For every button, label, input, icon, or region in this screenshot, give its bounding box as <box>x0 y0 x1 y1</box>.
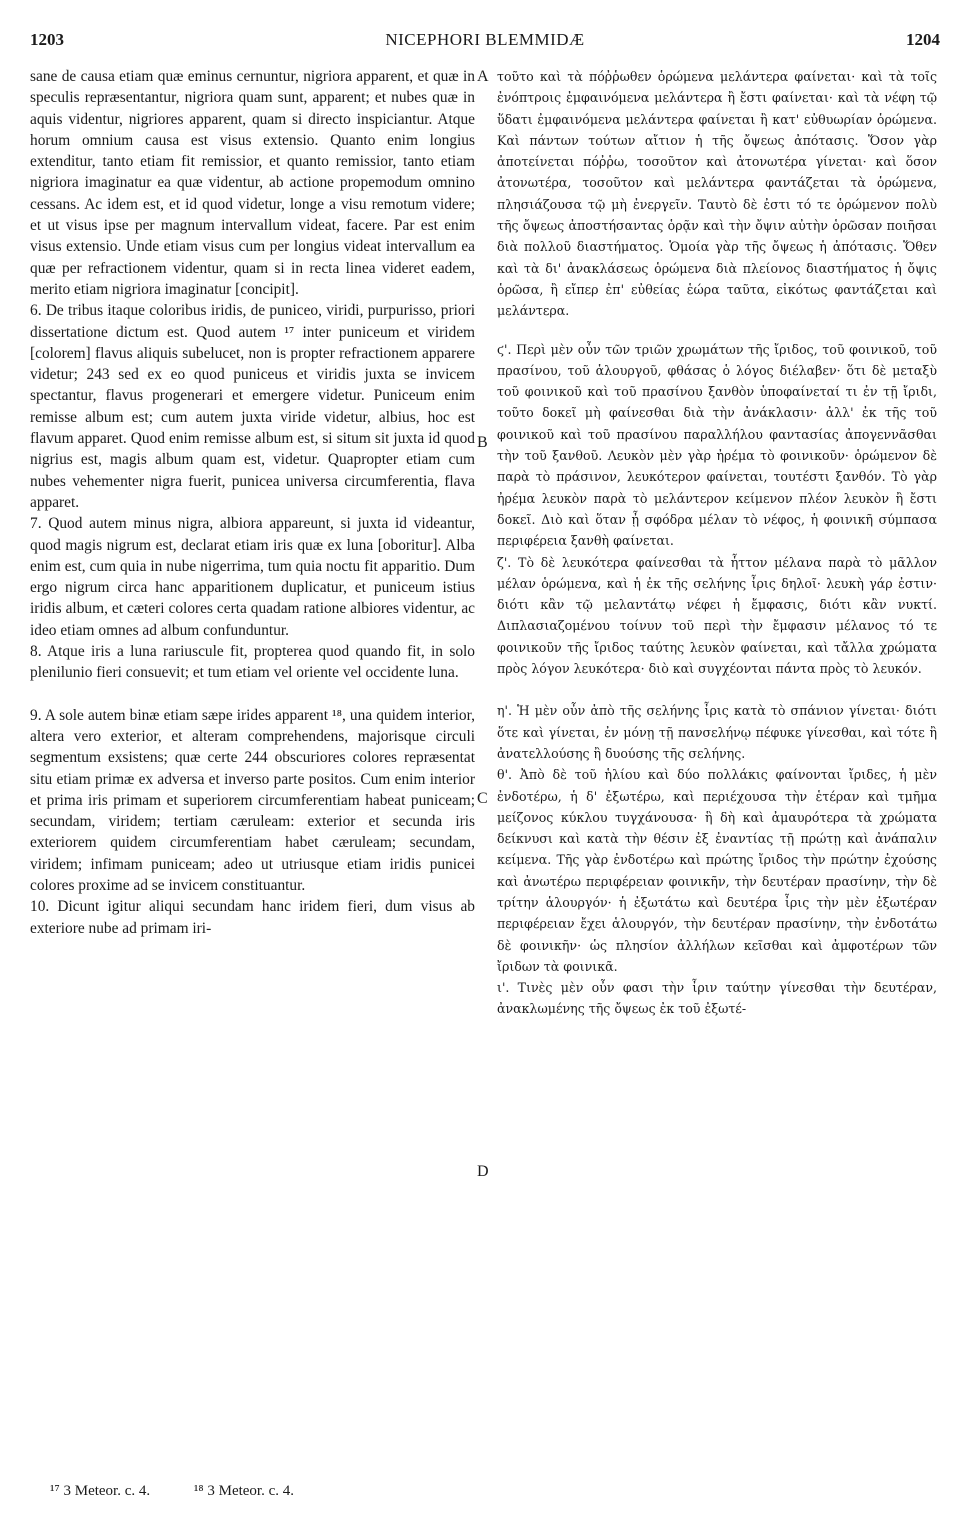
footnotes <box>50 1483 334 1500</box>
latin-paragraph: 9. A sole autem binæ etiam sæpe irides apparent ¹⁸, una quidem interior, altera vero exterior, et alteram comprehendens, majorisque circuli segmentum exsistens; quæ certe 244 obscuriores colores repræsentat situ etiam primæ ex adversa et inverso parte positos. Cum enim interior et prima iris primam et superiorem circumferentiam habeat puniceam; secundam, viridem; tertiam cæruleam: exterior et secunda iris exteriorem quidem circumferentiam habet cæruleam; secundam, viridem; infimam puniceam; adeo ut utriusque etiam iridis punicei colores proxime ad se invicem constituantur. <box>30 706 475 894</box>
latin-paragraph: 7. Quod autem minus nigra, albiora appareunt, si juxta id videantur, quod magis nigrum est, declarat etiam iris quæ ex luna [oboritur]. Alba enim est, cum quia in nube nigerrima, tum quia noctu fit apparitio. Dum ergo nigrum circa hanc apparitionem duplicatur, et puniceum istius iridis album, et cæteri colores certa quadam ratione albiores videntur, ac ideo etiam omnes ad album confunduntur. <box>30 515 475 639</box>
margin-marker-d: D <box>477 1163 489 1180</box>
latin-paragraph: 10. Dicunt igitur aliqui secundam hanc iridem fieri, dum visus ab exteriore nube ad primam iri- <box>30 898 475 937</box>
greek-paragraph: ϛ'. Περὶ μὲν οὖν τῶν τριῶν χρωμάτων τῆς ἴριδος, τοῦ φοινικοῦ, τοῦ πρασίνου, τοῦ ἁλουργοῦ, φθάσας ὁ λόγος διέλαβεν· ὅτι δὲ μεταξὺ τοῦ φοινικοῦ καὶ τοῦ πρασίνου ξανθὸν ὑποφαίνεταί τι ἐν τῇ ἴριδι, τοῦτο δοκεῖ μὴ φαίνεσθαι διὰ τὴν ἀνάκλασιν· ἀλλ' ἐκ τῆς τοῦ φοινικοῦ καὶ τοῦ πρασίνου παραλλήλου φαντασίας ἀπογεννᾶσθαι τὴν τοῦ ξανθοῦ. Λευκὸν μὲν γὰρ ἠρέμα τὸ φοινικοῦν· ὁρώμενον δὲ παρὰ τὸ πράσινον, λευκότερον φαίνεται, τουτέστι ξανθόν. Τὸ γὰρ ἠρέμα λευκὸν παρὰ τὸ μελάντερον κείμενον πλέον λευκὸν ἢ ἔστι δοκεῖ. Διὸ καὶ ὅταν ᾖ σφόδρα μέλαν τὸ νέφος, ἡ φοινικῆ σύμπασα περιφέρεια ξανθὴ φαίνεται. <box>497 341 937 549</box>
greek-paragraph: ι'. Τινὲς μὲν οὖν φασι τὴν ἶριν ταύτην γίνεσθαι τὴν δευτέραν, ἀνακλωμένης τῆς ὄψεως ἐκ τοῦ ἐξωτέ- <box>497 980 937 1017</box>
margin-marker-a: A <box>477 68 489 85</box>
footnote: ¹⁷ 3 Meteor. c. 4. <box>50 1483 151 1499</box>
page-header <box>30 30 940 54</box>
paragraph-gap <box>30 684 475 705</box>
latin-paragraph: 8. Atque iris a luna rariuscule fit, propterea quod quando fit, in solo plenilunio fieri consuevit; et tum etiam vel oriente vel occidente luna. <box>30 643 475 682</box>
footnote: ¹⁸ 3 Meteor. c. 4. <box>193 1483 294 1499</box>
paragraph-gap <box>497 679 937 700</box>
greek-column <box>497 66 937 1020</box>
greek-paragraph: ζ'. Τὸ δὲ λευκότερα φαίνεσθαι τὰ ἧττον μέλανα παρὰ τὸ μᾶλλον μέλαν ὁρώμενα, καὶ ἡ ἐκ τῆς σελήνης ἶρις δηλοῖ· λευκὴ γάρ ἐστιν· διότι κἂν τῷ μελαντάτῳ νέφει ἡ ἔμφασις, διότι κἂν νυκτί. Διπλασιαζομένου τοίνυν τοῦ περὶ τὴν ἔμφασιν μέλανος τό τε φοινικοῦν τῆς ἴριδος ταύτης λευκὸν φαίνεται, καὶ τἄλλα χρώματα πρὸς λόγον λευκότερα· διὸ καὶ συγχέονται πάντα πρὸς τὸ λευκόν. <box>497 554 937 677</box>
margin-marker-c: C <box>477 790 488 807</box>
greek-paragraph: η'. Ἡ μὲν οὖν ἀπὸ τῆς σελήνης ἶρις κατὰ τὸ σπάνιον γίνεται· διότι ὅτε καὶ γίνεται, ἐν μόνῃ τῇ πανσελήνῳ πέφυκε γίνεσθαι, καὶ τότε ἢ ἀνατελλούσης ἢ δυούσης τῆς σελήνης. <box>497 703 937 761</box>
paragraph-gap <box>497 322 937 339</box>
greek-paragraph: θ'. Ἀπὸ δὲ τοῦ ἡλίου καὶ δύο πολλάκις φαίνονται ἴριδες, ἡ μὲν ἐνδοτέρω, ἡ δ' ἐξωτέρω, καὶ περιέχουσα τὴν ἑτέραν καὶ τμῆμα μείζονος κύκλου τυγχάνουσα· ἣ δὴ καὶ ἀμαυρότερα τὰ χρώματα δείκνυσι καὶ κατὰ τὴν θέσιν ἐξ ἐναντίας τῇ πρώτῃ καὶ ἀνάπαλιν κείμενα. Τῆς γὰρ ἐνδοτέρω καὶ πρώτης ἴριδος τὴν πρώτην ἐχούσης καὶ ἀνωτέρω περιφέρειαν φοινικῆν, τὴν δευτέραν πρασίνην, τὴν δὲ τρίτην ἁλουργόν· ἡ ἐξωτάτω καὶ δευτέρα ἶρις τὴν μὲν ἐξωτέραν περιφέρειαν ἔχει ἁλουργόν, τὴν δευτέραν πρασίνην, τὴν ἐνδοτάτω δὲ φοινικῆν· ὡς πλησίον ἀλλήλων κεῖσθαι καὶ ἀμφοτέρων τῶν ἴριδων τὰ φοινικᾶ. <box>497 767 937 974</box>
page-number-left: 1203 <box>30 30 64 49</box>
margin-marker-b: B <box>477 434 488 451</box>
latin-paragraph: 6. De tribus itaque coloribus iridis, de puniceo, viridi, purpurisso, priori dissertatione dictum est. Quod autem ¹⁷ inter puniceum et viridem [colorem] flavus aliquis subelucet, non is propter refractionem apparere videtur; 243 sed ex eo quod puniceus et viridis juxta se invicem spectantur, flavus progenerari et emergere videtur. Puniceum enim remisse album est; cum autem juxta viride videtur, albius, hoc est flavum apparet. Quod enim remisse album est, si situm sit juxta id quod nigrius est, magis album quam est, videtur. Quapropter etiam cum nubes vehementer nigra fuerit, punicea universa circumferentia, flava apparet. <box>30 302 475 511</box>
page-number-right: 1204 <box>906 30 940 49</box>
latin-column <box>30 66 475 939</box>
greek-paragraph: τοῦτο καὶ τὰ πόῤῥωθεν ὁρώμενα μελάντερα φαίνεται· καὶ τὰ τοῖς ἐνόπτροις ἐμφαινόμενα μελάντερα ἢ ἔστι φαίνεται· καὶ τὰ νέφη τῷ ὕδατι ἐμφαινόμενα μελάντερα φαίνεται ἢ κατ' εὐθυωρίαν ὁρώμενα. Καὶ πάντων τούτων αἴτιον ἡ τῆς ὄψεως ἀπότασις. Ὅσον γὰρ ἀποτείνεται πόῤῥω, τοσοῦτον καὶ ἀτονωτέρα γίνεται· καὶ ὅσον ἀτονωτέρα, τοσοῦτον καὶ μελάντερα φαντάζεται τὰ ὁρώμενα, πλησιάζουσα τῷ μὴ ἐνεργεῖν. Ταυτὸ δὲ ἐστι τό τε ὁρώμενον πολὺ τῆς ὄψεως ἀποστήσαντας ὁρᾷν καὶ τὴν ὄψιν αὐτὴν ὁρῶσαν ποιῆσαι διὰ πολλοῦ διαστήματος. Ὁμοία γὰρ τῆς ὄψεως ἡ ἀπότασις. Ὅθεν καὶ τὰ δι' ἀνακλάσεως ὁρώμενα διὰ πλείονος διαστήματος ἡ ὄψις ὁρῶσα, ἢ εἴπερ ἐπ' εὐθείας ἑώρα ταῦτα, εἰκότως φαντάζεται καὶ μελάντερα. <box>497 69 937 319</box>
latin-paragraph: sane de causa etiam quæ eminus cernuntur, nigriora apparent, et quæ in speculis repræsentantur, nigriora quam sunt, apparent; et nubes quæ in aquis videntur, nigriores apparent, quam si directo inspiciantur. Atque horum omnium causa est visus extensio. Quanto enim longius extenditur, tanto etiam fit remissior, et quanto remissior, tanto etiam nigriora imaginatur ea quæ videntur, ab actione propemodum omnino cessans. Ac idem est, et id quod videtur, longe a visu remotum videre; et ut visus ipse per magnum intervallum videat, facere. Par est enim visus extensio. Unde etiam visus cum per longius videat intervallum ea quæ per refractionem videntur, quam si in recta linea videret eadem, merito etiam nigriora imaginatur [concipit]. <box>30 68 475 298</box>
running-title: NICEPHORI BLEMMIDÆ <box>385 30 585 49</box>
